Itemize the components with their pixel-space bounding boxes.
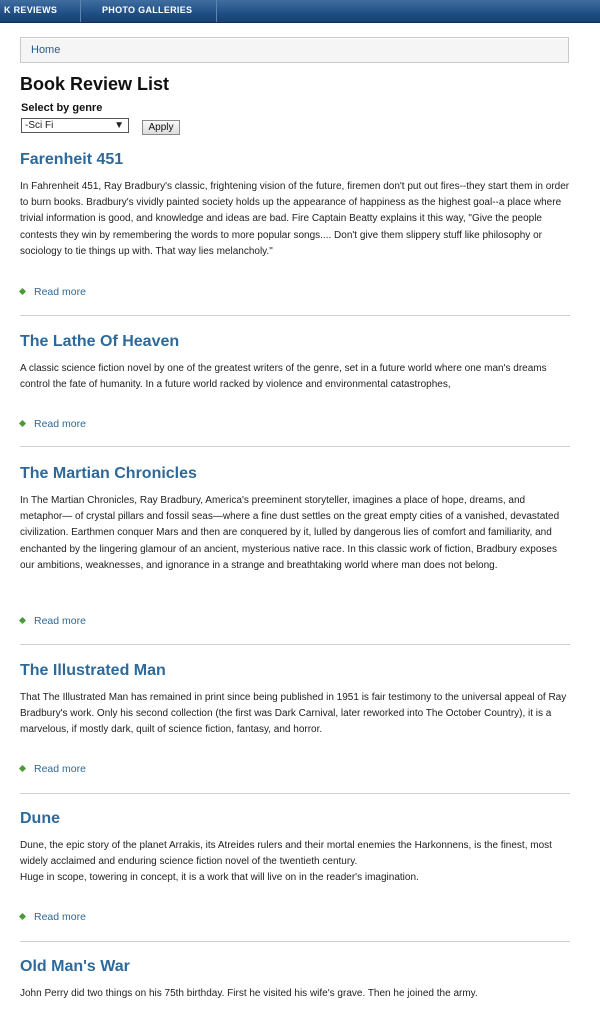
review-title[interactable]: The Illustrated Man xyxy=(20,662,166,679)
review-title[interactable]: Dune xyxy=(20,810,60,827)
review-item xyxy=(20,151,570,298)
review-summary-continued: Huge in scope, towering in concept, it is a work that will live on in the reader's imagination. xyxy=(20,872,419,884)
genre-select-value: -Sci Fi xyxy=(25,120,54,131)
page-title: Book Review List xyxy=(20,74,170,94)
bullet-icon xyxy=(19,420,26,427)
review-item xyxy=(20,333,570,430)
review-summary: In Fahrenheit 451, Ray Bradbury's classic, frightening vision of the future, firemen don't put out fires--they start them in order to burn books. Bradbury's vividly painted society holds up the appearance of happiness as the highest goal--a place where trivial information is good, and knowledge and ideas are bad. Fire Captain Beatty explains it this way, "Give the people contests they win by remembering the words to more popular songs.... Don't give them slippery stuff like philosophy or sociology to tie things up with. That way lies melancholy." xyxy=(20,181,570,257)
read-more-link[interactable]: Read more xyxy=(20,615,86,627)
review-item xyxy=(20,958,570,1002)
review-title[interactable]: The Lathe Of Heaven xyxy=(20,333,180,350)
bullet-icon xyxy=(19,288,26,295)
review-summary: A classic science fiction novel by one of the greatest writers of the genre, set in a future world where one man's dreams control the fate of humanity. In a future world racked by violence and environmental catastrophes, xyxy=(20,363,547,391)
review-title[interactable]: The Martian Chronicles xyxy=(20,465,197,482)
read-more-link[interactable]: Read more xyxy=(20,911,86,923)
top-navigation xyxy=(0,0,600,23)
review-summary: Dune, the epic story of the planet Arrakis, its Atreides rulers and their mortal enemies the Harkonnens, is the finest, most widely acclaimed and enduring science fiction novel of the twentieth century. xyxy=(20,840,552,868)
nav-item-book-reviews[interactable]: K REVIEWS xyxy=(0,0,81,22)
review-title[interactable]: Old Man's War xyxy=(20,958,130,975)
genre-filter-label: Select by genre xyxy=(21,102,103,114)
nav-item-photo-galleries[interactable]: PHOTO GALLERIES xyxy=(96,0,217,22)
review-summary: In The Martian Chronicles, Ray Bradbury, America's preeminent storyteller, imagines a place of hope, dreams, and metaphor— of crystal pillars and fossil seas—where a fine dust settles on the great empty cities of a vanished, devastated civilization. Earthmen conquer Mars and then are conquered by it, lulled by dangerous lies of comfort and familiarity, and enchanted by the lingering glamour of an ancient, mysterious native race. In this classic work of fiction, Bradbury exposes our ambitions, weaknesses, and ignorance in a strange and breathtaking world where man does not belong. xyxy=(20,495,560,571)
review-item xyxy=(20,810,570,923)
genre-select[interactable] xyxy=(21,118,129,133)
review-item xyxy=(20,465,570,627)
bullet-icon xyxy=(19,617,26,624)
review-item xyxy=(20,662,570,775)
breadcrumb xyxy=(20,37,569,63)
divider xyxy=(20,941,570,942)
dropdown-arrow-icon: ▼ xyxy=(114,120,124,131)
bullet-icon xyxy=(19,913,26,920)
review-summary: That The Illustrated Man has remained in print since being published in 1951 is fair testimony to the universal appeal of Ray Bradbury's work. Only his second collection (the first was Dark Carnival, later reworked into The October Country), it is a marvelous, if mostly dark, quilt of science fiction, fantasy, and horror. xyxy=(20,692,567,736)
breadcrumb-home-link[interactable]: Home xyxy=(31,44,61,56)
review-summary: John Perry did two things on his 75th birthday. First he visited his wife's grave. Then he joined the army. xyxy=(20,988,478,999)
divider xyxy=(20,793,570,794)
divider xyxy=(20,315,570,316)
bullet-icon xyxy=(19,765,26,772)
divider xyxy=(20,446,570,447)
divider xyxy=(20,644,570,645)
read-more-link[interactable]: Read more xyxy=(20,418,86,430)
read-more-link[interactable]: Read more xyxy=(20,286,86,298)
review-title[interactable]: Farenheit 451 xyxy=(20,151,124,168)
apply-button[interactable]: Apply xyxy=(142,120,180,135)
read-more-link[interactable]: Read more xyxy=(20,763,86,775)
